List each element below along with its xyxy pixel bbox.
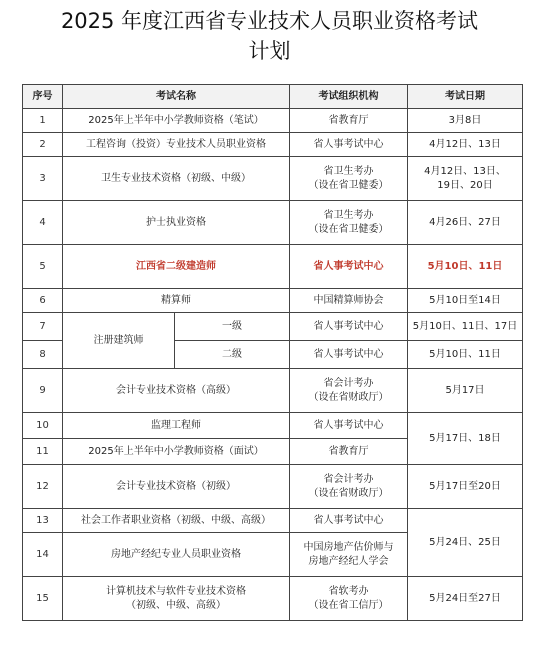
exam-name: 精算师 (63, 289, 290, 313)
exam-org: 省人事考试中心 (290, 341, 408, 369)
row-no: 13 (23, 509, 63, 533)
exam-org-line-2: （设在省工信厅） (308, 599, 389, 611)
exam-org-line-1: 省卫生考办 (323, 165, 374, 177)
exam-org: 省人事考试中心 (290, 509, 408, 533)
exam-date: 5月10日、11日 (408, 245, 523, 289)
exam-org (290, 577, 408, 621)
exam-org: 省教育厅 (290, 439, 408, 465)
exam-schedule-table (22, 84, 523, 621)
exam-date-line-2: 19日、20日 (437, 179, 493, 191)
row-no: 11 (23, 439, 63, 465)
table-row (23, 313, 523, 341)
exam-name: 房地产经纪专业人员职业资格 (63, 533, 290, 577)
header-date: 考试日期 (408, 85, 523, 109)
row-no: 4 (23, 201, 63, 245)
table-row (23, 509, 523, 533)
header-no: 序号 (23, 85, 63, 109)
exam-name-line-1: 计算机技术与软件专业技术资格 (106, 585, 246, 597)
exam-org-line-1: 中国房地产估价师与 (303, 541, 394, 553)
exam-name: 会计专业技术资格（初级） (63, 465, 290, 509)
table-row (23, 133, 523, 157)
table-row (23, 109, 523, 133)
exam-org: 省人事考试中心 (290, 413, 408, 439)
table-row (23, 577, 523, 621)
table-row (23, 201, 523, 245)
exam-org: 省人事考试中心 (290, 245, 408, 289)
exam-org-line-2: （设在省财政厅） (308, 391, 389, 403)
exam-org: 省教育厅 (290, 109, 408, 133)
exam-org-line-1: 省会计考办 (323, 473, 374, 485)
row-no: 14 (23, 533, 63, 577)
exam-org (290, 201, 408, 245)
exam-name: 卫生专业技术资格（初级、中级） (63, 157, 290, 201)
exam-name: 会计专业技术资格（高级） (63, 369, 290, 413)
exam-org-line-2: （设在省卫健委） (308, 223, 389, 235)
row-no: 15 (23, 577, 63, 621)
exam-name: 2025年上半年中小学教师资格（面试） (63, 439, 290, 465)
exam-org-line-1: 省会计考办 (323, 377, 374, 389)
exam-name: 2025年上半年中小学教师资格（笔试） (63, 109, 290, 133)
table-row (23, 369, 523, 413)
row-no: 8 (23, 341, 63, 369)
exam-name: 社会工作者职业资格（初级、中级、高级） (63, 509, 290, 533)
row-no: 10 (23, 413, 63, 439)
row-no: 3 (23, 157, 63, 201)
exam-date: 5月10日至14日 (408, 289, 523, 313)
header-name: 考试名称 (63, 85, 290, 109)
exam-name: 护士执业资格 (63, 201, 290, 245)
title-line-1: 2025 年度江西省专业技术人员职业资格考试 (60, 9, 479, 33)
row-no: 1 (23, 109, 63, 133)
exam-org-line-1: 省软考办 (328, 585, 369, 597)
table-row (23, 465, 523, 509)
exam-org-line-2: 房地产经纪人学会 (308, 555, 389, 567)
exam-date: 5月24日至27日 (408, 577, 523, 621)
table-row (23, 413, 523, 439)
exam-org: 省人事考试中心 (290, 313, 408, 341)
row-no: 2 (23, 133, 63, 157)
exam-date: 4月26日、27日 (408, 201, 523, 245)
exam-org (290, 369, 408, 413)
exam-org (290, 533, 408, 577)
exam-org-line-1: 省卫生考办 (323, 209, 374, 221)
row-no: 9 (23, 369, 63, 413)
exam-org (290, 157, 408, 201)
exam-sub-level: 二级 (175, 341, 290, 369)
exam-name (63, 577, 290, 621)
table-header-row (23, 85, 523, 109)
exam-org-line-2: （设在省财政厅） (308, 487, 389, 499)
row-no: 6 (23, 289, 63, 313)
exam-date: 3月8日 (408, 109, 523, 133)
exam-date: 5月17日至20日 (408, 465, 523, 509)
row-no: 7 (23, 313, 63, 341)
exam-org (290, 465, 408, 509)
exam-name: 监理工程师 (63, 413, 290, 439)
header-org: 考试组织机构 (290, 85, 408, 109)
exam-name-line-2: （初级、中级、高级） (126, 599, 226, 611)
exam-date: 5月17日 (408, 369, 523, 413)
title-line-2: 计划 (248, 39, 291, 63)
exam-org-line-2: （设在省卫健委） (308, 179, 389, 191)
exam-name: 工程咨询（投资）专业技术人员职业资格 (63, 133, 290, 157)
table-row (23, 157, 523, 201)
exam-date: 5月24日、25日 (408, 509, 523, 577)
exam-date (408, 157, 523, 201)
exam-date: 5月10日、11日、17日 (408, 313, 523, 341)
table-row (23, 289, 523, 313)
exam-date: 4月12日、13日 (408, 133, 523, 157)
exam-sub-level: 一级 (175, 313, 290, 341)
row-no: 12 (23, 465, 63, 509)
exam-date: 5月17日、18日 (408, 413, 523, 465)
exam-name: 江西省二级建造师 (63, 245, 290, 289)
exam-org: 中国精算师协会 (290, 289, 408, 313)
exam-date-line-1: 4月12日、13日、 (424, 165, 506, 177)
exam-name: 注册建筑师 (63, 313, 175, 369)
table-row-highlight (23, 245, 523, 289)
page-title (0, 6, 539, 66)
row-no: 5 (23, 245, 63, 289)
exam-date: 5月10日、11日 (408, 341, 523, 369)
exam-org: 省人事考试中心 (290, 133, 408, 157)
